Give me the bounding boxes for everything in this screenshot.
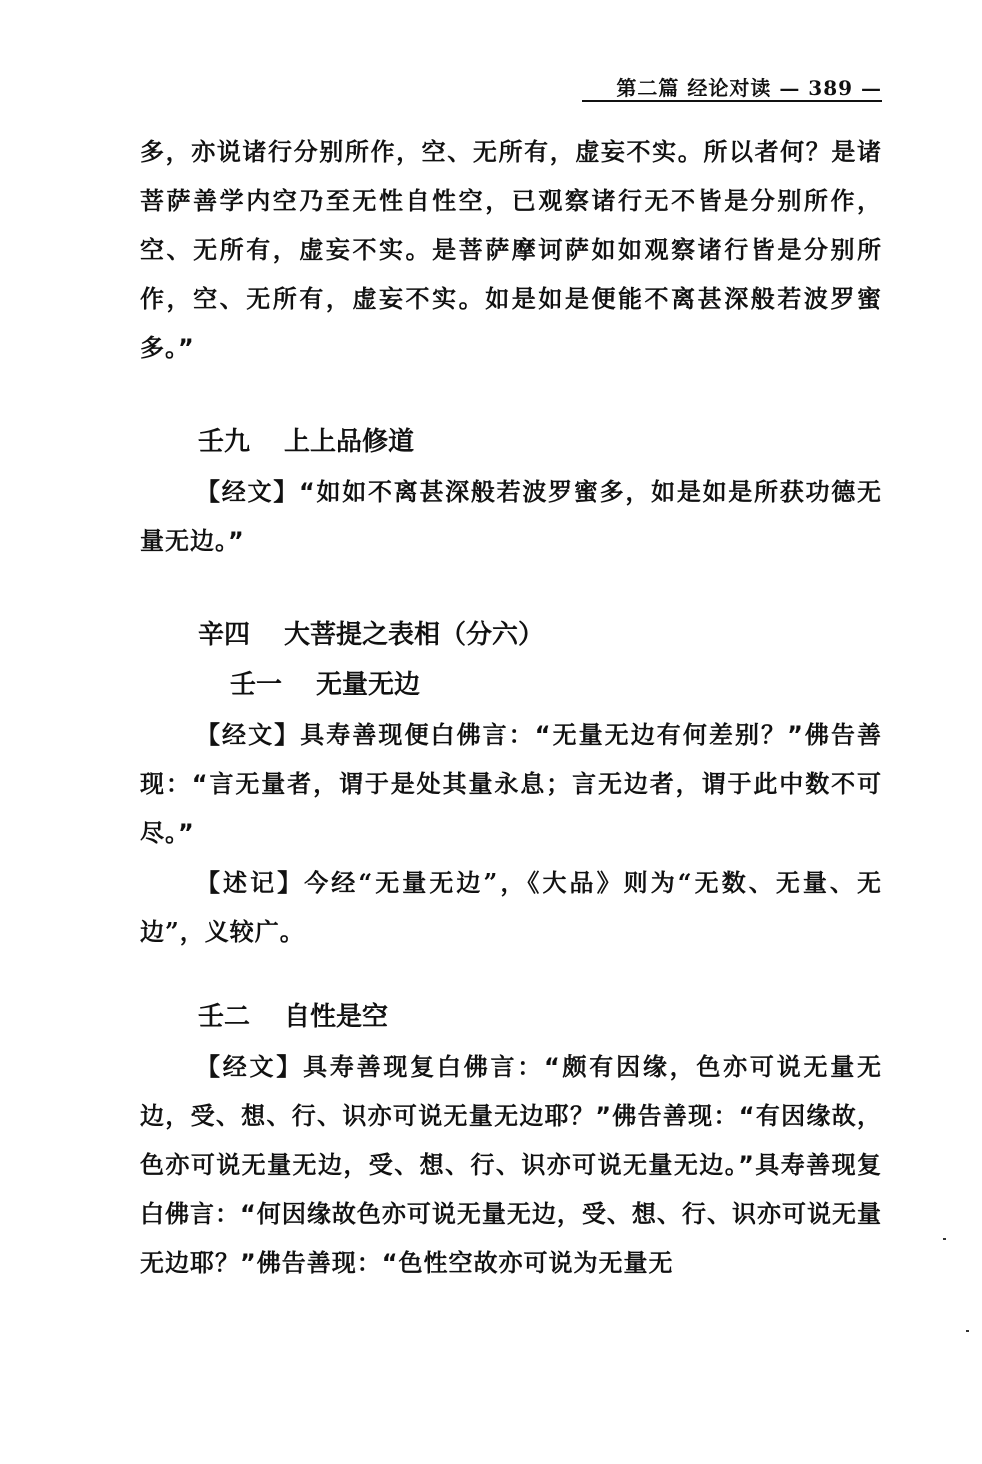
scripture-paragraph bbox=[140, 1042, 882, 1288]
scripture-label: 【经文】 bbox=[196, 720, 301, 749]
running-header: 第二篇 经论对读 — 389 — bbox=[616, 76, 882, 100]
scripture-label: 【经文】 bbox=[196, 1052, 304, 1081]
scripture-paragraph bbox=[140, 710, 882, 858]
scripture-paragraph bbox=[140, 467, 882, 566]
commentary-paragraph bbox=[140, 858, 882, 956]
scan-speck bbox=[943, 1238, 946, 1240]
section-heading-ren-er bbox=[140, 992, 882, 1042]
scan-speck bbox=[966, 1330, 969, 1332]
spacer bbox=[140, 956, 882, 992]
commentary-text: 今经“无量无边”，《大品》则为“无数、无量、无边”，义较广。 bbox=[140, 868, 882, 946]
section-title: 大菩提之表相（分六） bbox=[284, 620, 545, 650]
section-heading-ren-jiu bbox=[140, 417, 882, 467]
section-title: 上上品修道 bbox=[284, 427, 415, 457]
header-rule bbox=[582, 100, 882, 102]
spacer bbox=[140, 566, 882, 610]
spacer bbox=[140, 373, 882, 417]
scripture-label: 【经文】 bbox=[196, 477, 299, 506]
page-body bbox=[140, 128, 882, 1288]
section-title: 无量无边 bbox=[316, 670, 421, 700]
scripture-text: 具寿善现复白佛言：“颇有因缘，色亦可说无量无边，受、想、行、识亦可说无量无边耶？”佛告善现：“有因缘故，色亦可说无量无边，受、想、行、识亦可说无量无边。”具寿善现复白佛言：“何因缘故色亦可说无量无边，受、想、行、识亦可说无量无边耶？”佛告善现：“色性空故亦可说为无量无 bbox=[140, 1053, 882, 1277]
section-heading-xin-si bbox=[140, 610, 882, 660]
section-title: 自性是空 bbox=[284, 1002, 389, 1032]
subsection-heading-ren-yi bbox=[140, 660, 882, 710]
scripture-text: “如如不离甚深般若波罗蜜多，如是如是所获功德无量无边。” bbox=[140, 478, 883, 555]
paragraph-continued: 多，亦说诸行分别所作，空、无所有，虚妄不实。所以者何？是诸菩萨善学内空乃至无性自性空，已观察诸行无不皆是分别所作，空、无所有，虚妄不实。是菩萨摩诃萨如如观察诸行皆是分别所作，空、无所有，虚妄不实。如是如是便能不离甚深般若波罗蜜多。” bbox=[140, 138, 882, 362]
section-number: 壬二 bbox=[198, 1002, 251, 1032]
scripture-text: 具寿善现便白佛言：“无量无边有何差别？”佛告善现：“言无量者，谓于是处其量永息；言无边者，谓于此中数不可尽。” bbox=[140, 721, 883, 847]
section-number: 壬九 bbox=[198, 427, 251, 457]
section-number: 辛四 bbox=[198, 620, 251, 650]
section-number: 壬一 bbox=[230, 670, 283, 700]
commentary-label: 【述记】 bbox=[196, 868, 305, 897]
